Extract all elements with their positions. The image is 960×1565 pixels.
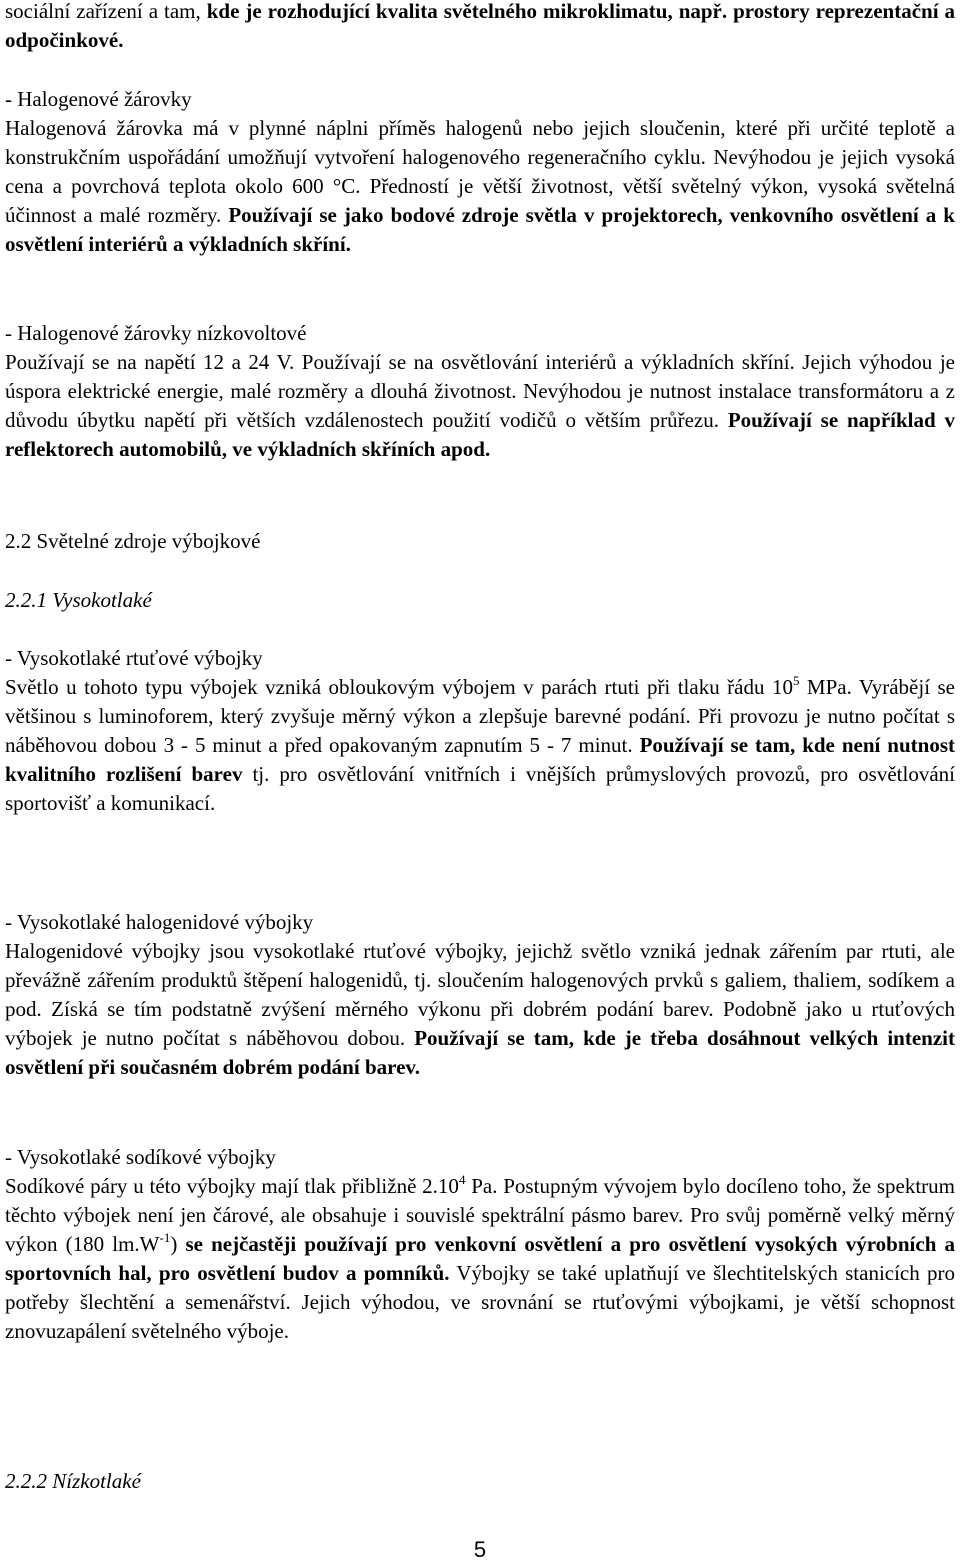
sodium-text-2: Pa. Postupným vývojem bylo docíleno toho, že spektrum těchto výbojek není jen čárové, ale obsahuje i souvislé spektrální pásmo barev. Pro svůj poměrně velký měrný výkon (180 lm.W: [5, 1174, 955, 1257]
metal-halide-bold-text: Používají se tam, kde je třeba dosáhnout velkých intenzit osvětlení při současném dobrém podání barev.: [5, 1026, 955, 1080]
sodium-exponent-2: -1: [159, 1230, 171, 1246]
metal-halide-paragraph: [5, 937, 955, 1082]
mercury-heading: - Vysokotlaké rtuťové výbojky: [5, 646, 263, 670]
halogen-lv-text: Používají se na napětí 12 a 24 V. Používají se na osvětlování interiérů a výkladních skříní. Jejich výhodou je úspora elektrické energie, malé rozměry a dlouhá životnost. Nevýhodou je nutnost instalace transformátoru a z důvodu úbytku napětí při větších vzdálenostech použití vodičů o větším průřezu.: [5, 350, 955, 433]
halogen-lv-bold-text: Používají se například v reflektorech automobilů, ve výkladních skříních apod.: [5, 408, 955, 462]
mercury-exponent: 5: [792, 673, 800, 688]
section-2-2-2-heading: 2.2.2 Nízkotlaké: [5, 1469, 141, 1493]
halogen-lv-paragraph: [5, 348, 955, 464]
halogen-lv-heading: - Halogenové žárovky nízkovoltové: [5, 321, 307, 345]
mercury-text-3: tj. pro osvětlování vnitřních i vnějších průmyslových provozů, pro osvětlování sportovišť a komunikací.: [5, 762, 955, 816]
sodium-text-3: ): [170, 1232, 186, 1257]
sodium-text-4: Výbojky se také uplatňují ve šlechtitelských stanicích pro potřeby šlechtění a semenářství. Jejich výhodou, ve srovnání se rtuťovými výbojkami, je větší schopnost znovuzapálení světelného výboje.: [5, 1261, 955, 1344]
halogen-bold-text: Používají se jako bodové zdroje světla v projektorech, venkovního osvětlení a k osvětlení interiérů a výkladních skříní.: [5, 203, 955, 257]
halogen-text: Halogenová žárovka má v plynné náplni příměs halogenů nebo jejich sloučenin, které při určité teplotě a konstrukčním uspořádání umožňují vytvoření halogenového regeneračního cyklu. Nevýhodou je jejich vysoká cena a povrchová teplota okolo 600 °C. Předností je větší životnost, větší světelný výkon, vysoká světelná účinnost a malé rozměry.: [5, 116, 955, 228]
sodium-paragraph: [5, 1172, 955, 1347]
page-number: 5: [473, 1537, 487, 1562]
sodium-heading: - Vysokotlaké sodíkové výbojky: [5, 1145, 276, 1169]
halogen-heading: - Halogenové žárovky: [5, 87, 192, 111]
sodium-bold-text: se nejčastěji používají pro venkovní osvětlení a pro osvětlení vysokých výrobních a sportovních hal, pro osvětlení budov a pomníků.: [5, 1232, 955, 1286]
mercury-text-1: Světlo u tohoto typu výbojek vzniká obloukovým výbojem v parách rtuti při tlaku řádu 10: [5, 675, 793, 699]
halogen-paragraph: [5, 114, 955, 259]
mercury-bold-text: Používají se tam, kde není nutnost kvalitního rozlišení barev: [5, 733, 956, 787]
intro-bold-text: kde je rozhodující kvalita světelného mikroklimatu, např. prostory reprezentační a odpočinkové.: [5, 0, 955, 53]
section-2-2-1-heading: 2.2.1 Vysokotlaké: [5, 588, 152, 612]
metal-halide-text: Halogenidové výbojky jsou vysokotlaké rtuťové výbojky, jejichž světlo vzniká jednak zářením par rtuti, ale převážně zářením produktů štěpení halogenidů, tj. sloučením halogenových prvků s galiem, thaliem, sodíkem a pod. Získá se tím podstatně zvýšení měrného výkonu při dobrém podání barev. Podobně jako u rtuťových výbojek je nutno počítat s náběhovou dobou.: [5, 939, 955, 1051]
intro-paragraph: [5, 0, 955, 55]
sodium-exponent-1: 4: [458, 1172, 466, 1187]
section-2-2-heading: 2.2 Světelné zdroje výbojkové: [5, 529, 261, 553]
mercury-paragraph: [5, 673, 955, 818]
intro-text: sociální zařízení a tam,: [5, 0, 207, 23]
metal-halide-heading: - Vysokotlaké halogenidové výbojky: [5, 910, 314, 934]
sodium-text-1: Sodíkové páry u této výbojky mají tlak přibližně 2.10: [5, 1174, 459, 1198]
mercury-text-2: MPa. Vyrábějí se většinou s luminoforem, který zvyšuje měrný výkon a zlepšuje barevné podání. Při provozu je nutno počítat s náběhovou dobou 3 - 5 minut a před opakovaným zapnutím 5 - 7 minut.: [5, 675, 956, 758]
